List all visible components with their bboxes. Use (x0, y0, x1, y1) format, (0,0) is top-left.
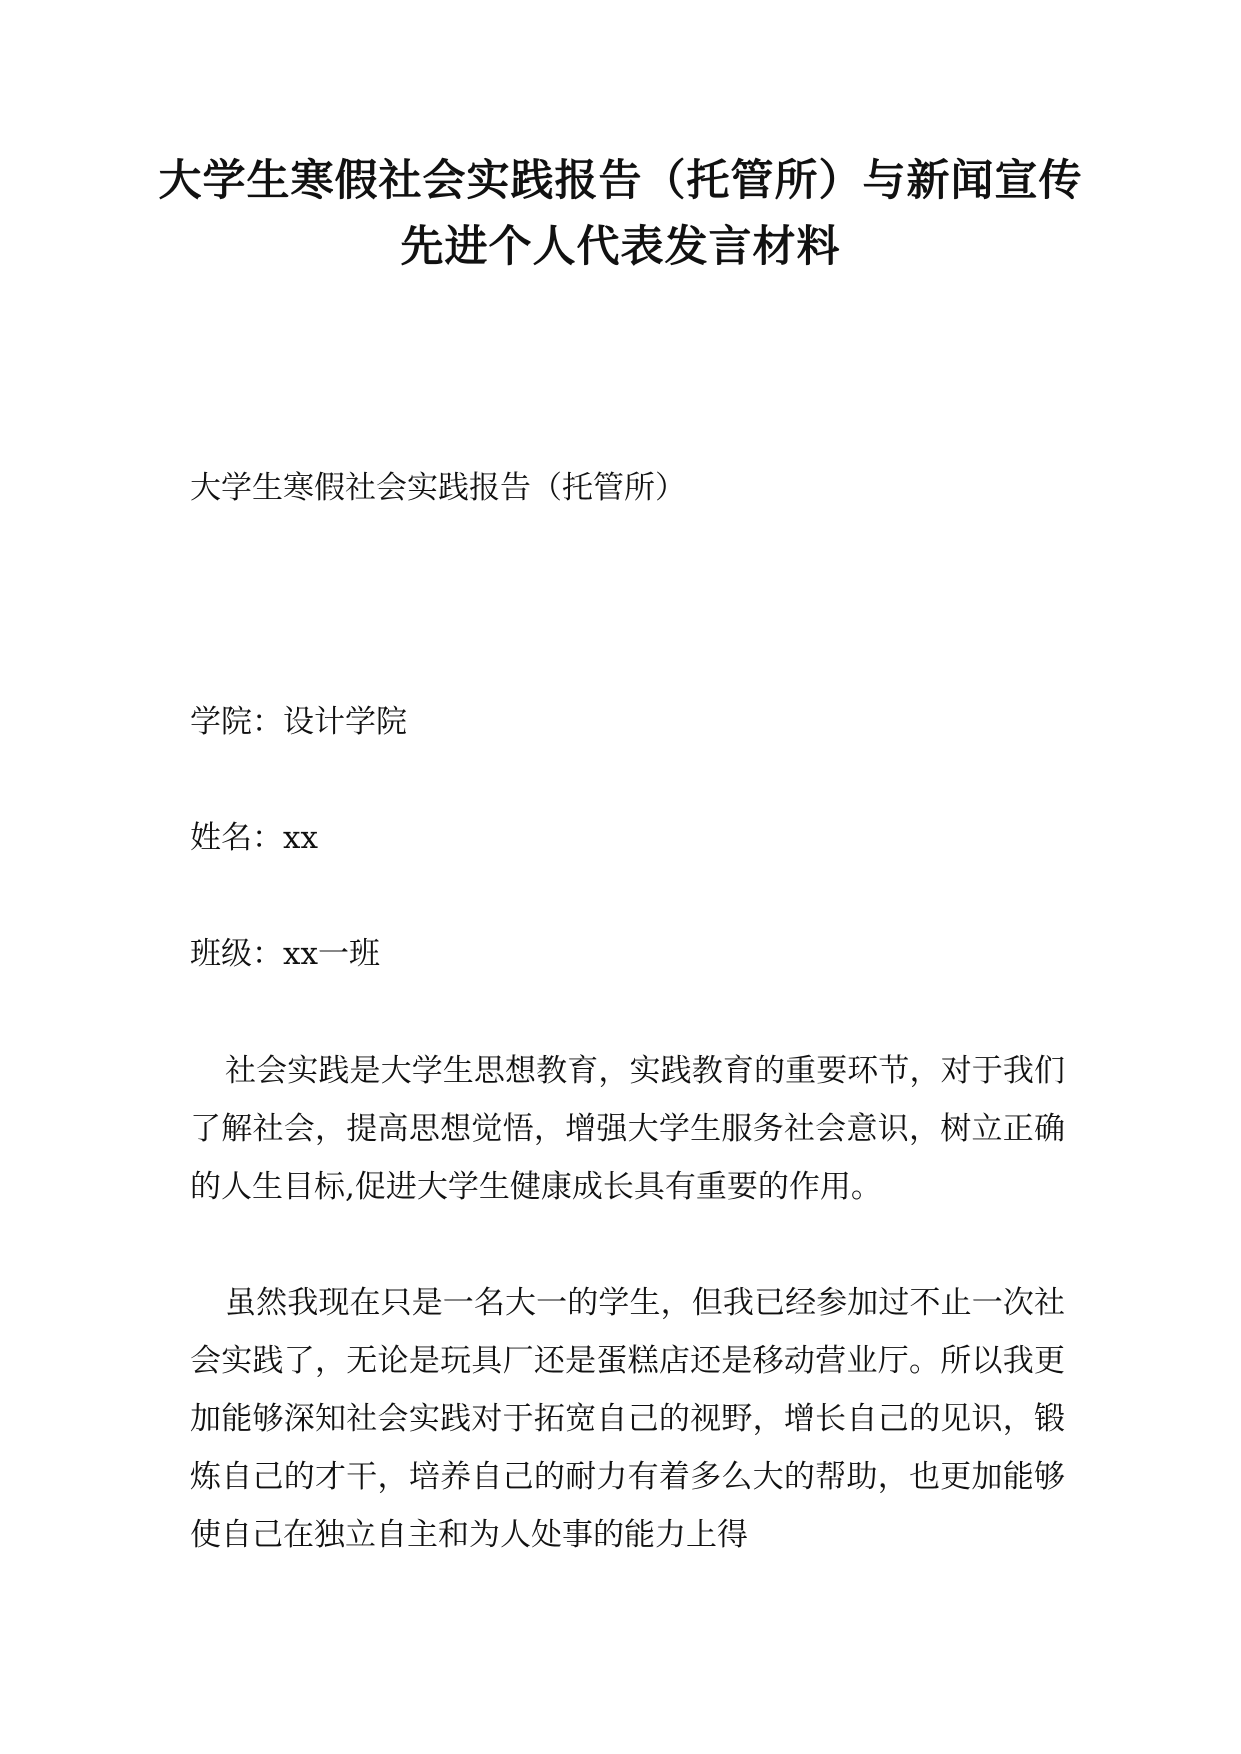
class-line: 班级：xx一班 (190, 936, 380, 972)
document-title: 大学生寒假社会实践报告（托管所）与新闻宣传先进个人代表发言材料 (158, 156, 1083, 272)
name-line: 姓名：xx (190, 820, 318, 856)
college-line: 学院：设计学院 (190, 704, 407, 740)
report-heading: 大学生寒假社会实践报告（托管所） (190, 470, 686, 506)
paragraph-2: 虽然我现在只是一名大一的学生，但我已经参加过不止一次社会实践了，无论是玩具厂还是蛋糕店还是移动营业厅。所以我更加能够深知社会实践对于拓宽自己的视野，增长自己的见识，锻炼自己的才干，培养自己的耐力有着多么大的帮助，也更加能够使自己在独立自主和为人处事的能力上得 (190, 1285, 1065, 1553)
paragraph-1: 社会实践是大学生思想教育，实践教育的重要环节，对于我们了解社会，提高思想觉悟，增强大学生服务社会意识，树立正确的人生目标,促进大学生健康成长具有重要的作用。 (190, 1053, 1065, 1205)
